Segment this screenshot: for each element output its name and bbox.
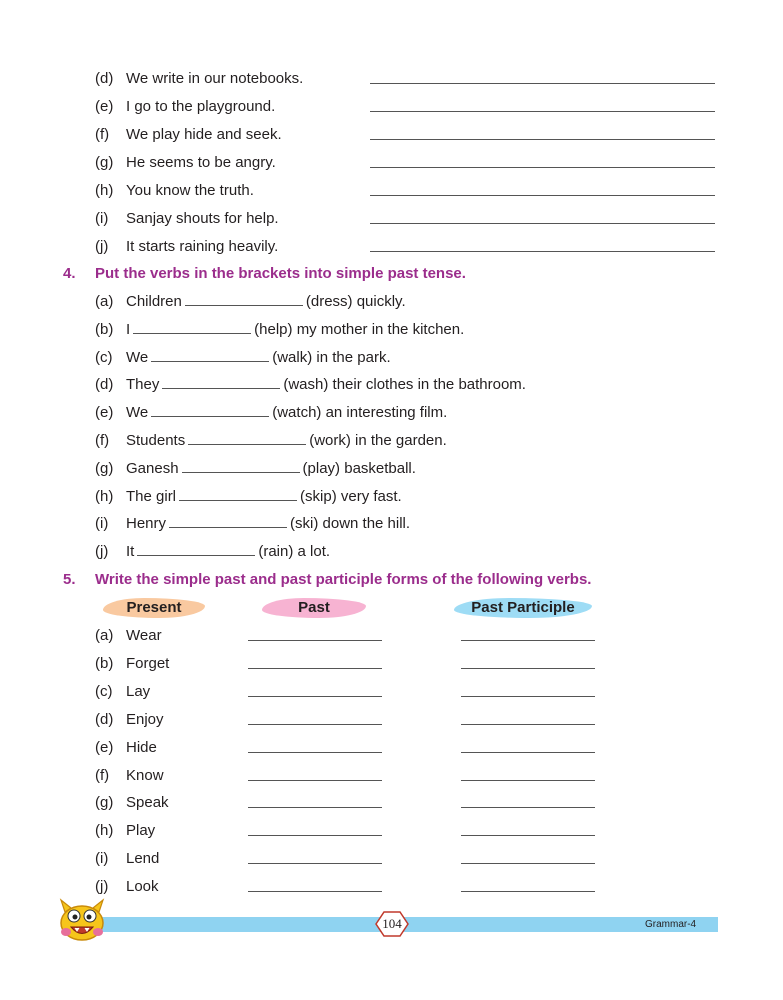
yellow-monster-icon xyxy=(57,896,107,942)
answer-line[interactable] xyxy=(370,195,715,196)
past-answer-line[interactable] xyxy=(248,807,382,808)
q4-title: Put the verbs in the brackets into simple past tense. xyxy=(95,265,466,282)
sentence-row xyxy=(0,152,783,174)
verb-present: Know xyxy=(126,766,164,784)
sentence-start: It xyxy=(126,543,135,561)
past-answer-line[interactable] xyxy=(248,752,382,753)
past-header: Past xyxy=(298,599,330,616)
item-label: (i) xyxy=(95,515,109,533)
sentence-text: We play hide and seek. xyxy=(126,126,282,143)
sentence-end: (rain) a lot. xyxy=(258,543,331,561)
item-label: (j) xyxy=(95,543,109,561)
sentence-row xyxy=(0,96,783,118)
past-answer-line[interactable] xyxy=(248,891,382,892)
sentence-end: (wash) their clothes in the bathroom. xyxy=(283,376,526,394)
item-label: (b) xyxy=(95,320,114,338)
sentence-text: I go to the playground. xyxy=(126,98,276,115)
sentence-text: We write in our notebooks. xyxy=(126,70,304,87)
verb-row xyxy=(0,737,783,759)
verb-present: Lay xyxy=(126,682,151,700)
verb-row xyxy=(0,625,783,647)
sentence-text xyxy=(126,430,447,452)
verb-present: Wear xyxy=(126,627,162,644)
verb-present: Enjoy xyxy=(126,710,164,728)
answer-blank[interactable] xyxy=(179,486,297,501)
verb-row xyxy=(0,820,783,842)
sentence-text: It starts raining heavily. xyxy=(126,238,279,255)
sentence-start: Children xyxy=(126,293,182,310)
sentence-text xyxy=(126,541,330,563)
sentence-text xyxy=(126,402,447,424)
verb-row xyxy=(0,681,783,703)
sentence-text xyxy=(126,347,391,369)
answer-line[interactable] xyxy=(370,223,715,224)
sentence-text xyxy=(126,319,464,341)
sentence-end: (skip) very fast. xyxy=(300,487,402,505)
verb-row xyxy=(0,653,783,675)
answer-blank[interactable] xyxy=(137,541,255,556)
fill-blank-row xyxy=(0,486,783,508)
sentence-text: You know the truth. xyxy=(126,182,254,199)
past-answer-line[interactable] xyxy=(248,835,382,836)
sentence-end: (dress) quickly. xyxy=(305,293,406,310)
verb-present: Hide xyxy=(126,738,157,756)
participle-answer-line[interactable] xyxy=(461,891,595,892)
sentence-row xyxy=(0,180,783,202)
item-label: (d) xyxy=(95,376,114,394)
item-label: (f) xyxy=(95,126,110,143)
fill-blank-row xyxy=(0,430,783,452)
participle-answer-line[interactable] xyxy=(461,640,595,641)
verb-row xyxy=(0,876,783,898)
sentence-start: We xyxy=(126,404,149,422)
verb-row xyxy=(0,848,783,870)
fill-blank-row xyxy=(0,402,783,424)
item-label: (h) xyxy=(95,487,114,505)
item-label: (f) xyxy=(95,766,110,784)
sentence-start: Students xyxy=(126,432,186,449)
sentence-end: (help) my mother in the kitchen. xyxy=(254,320,465,338)
fill-blank-row xyxy=(0,513,783,535)
fill-blank-row xyxy=(0,541,783,563)
answer-line[interactable] xyxy=(370,111,715,112)
item-label: (g) xyxy=(95,794,114,812)
sentence-text: He seems to be angry. xyxy=(126,154,276,171)
sentence-start: I xyxy=(126,320,131,338)
q4-number: 4. xyxy=(63,265,76,282)
sentence-start: The girl xyxy=(126,487,177,505)
answer-line[interactable] xyxy=(370,139,715,140)
answer-blank[interactable] xyxy=(151,347,269,362)
sentence-start: They xyxy=(126,376,160,394)
sentence-row xyxy=(0,208,783,230)
sentence-text xyxy=(126,486,402,508)
item-label: (a) xyxy=(95,627,114,644)
sentence-text xyxy=(126,513,410,535)
fill-blank-row xyxy=(0,374,783,396)
q5-title: Write the simple past and past participle forms of the following verbs. xyxy=(95,571,592,588)
item-label: (d) xyxy=(95,710,114,728)
sentence-text xyxy=(126,374,526,396)
item-label: (b) xyxy=(95,654,114,672)
past-answer-line[interactable] xyxy=(248,696,382,697)
present-header: Present xyxy=(126,599,182,616)
sentence-end: (ski) down the hill. xyxy=(290,515,411,533)
item-label: (g) xyxy=(95,154,114,171)
verb-present: Speak xyxy=(126,794,169,812)
answer-line[interactable] xyxy=(370,167,715,168)
fill-blank-row xyxy=(0,319,783,341)
participle-answer-line[interactable] xyxy=(461,835,595,836)
sentence-end: (play) basketball. xyxy=(302,459,416,477)
sentence-end: (walk) in the park. xyxy=(272,348,391,366)
answer-blank[interactable] xyxy=(151,402,269,417)
sentence-row xyxy=(0,236,783,258)
sentence-row xyxy=(0,124,783,146)
sentence-text xyxy=(126,291,406,313)
past-answer-line[interactable] xyxy=(248,668,382,669)
participle-answer-line[interactable] xyxy=(461,780,595,781)
item-label: (h) xyxy=(95,822,114,840)
item-label: (c) xyxy=(95,348,113,366)
answer-line[interactable] xyxy=(370,251,715,252)
q5-number: 5. xyxy=(63,571,76,588)
fill-blank-row xyxy=(0,458,783,480)
page-number: 104 xyxy=(382,916,402,931)
verb-present: Play xyxy=(126,822,156,840)
item-label: (a) xyxy=(95,293,114,310)
answer-blank[interactable] xyxy=(182,458,300,473)
sentence-start: Ganesh xyxy=(126,459,179,477)
fill-blank-row xyxy=(0,347,783,369)
answer-line[interactable] xyxy=(370,83,715,84)
participle-answer-line[interactable] xyxy=(461,724,595,725)
past-answer-line[interactable] xyxy=(248,780,382,781)
item-label: (j) xyxy=(95,238,109,255)
past-answer-line[interactable] xyxy=(248,724,382,725)
sentence-text xyxy=(126,458,416,480)
item-label: (i) xyxy=(95,210,109,227)
verb-row xyxy=(0,709,783,731)
sentence-start: Henry xyxy=(126,515,167,533)
item-label: (j) xyxy=(95,878,109,896)
verb-row xyxy=(0,765,783,787)
sentence-row xyxy=(0,68,783,90)
answer-blank[interactable] xyxy=(188,430,306,445)
verb-present: Forget xyxy=(126,654,170,672)
item-label: (h) xyxy=(95,182,114,199)
sentence-text: Sanjay shouts for help. xyxy=(126,210,279,227)
answer-blank[interactable] xyxy=(185,291,303,306)
book-title: Grammar-4 xyxy=(645,919,697,930)
fill-blank-row xyxy=(0,291,783,313)
item-label: (g) xyxy=(95,459,114,477)
participle-answer-line[interactable] xyxy=(461,863,595,864)
item-label: (e) xyxy=(95,98,114,115)
participle-answer-line[interactable] xyxy=(461,696,595,697)
answer-blank[interactable] xyxy=(162,374,280,389)
participle-answer-line[interactable] xyxy=(461,752,595,753)
sentence-start: We xyxy=(126,348,149,366)
answer-blank[interactable] xyxy=(133,319,251,334)
participle-answer-line[interactable] xyxy=(461,807,595,808)
verb-present: Look xyxy=(126,878,159,896)
sentence-end: (work) in the garden. xyxy=(309,432,447,449)
past-answer-line[interactable] xyxy=(248,863,382,864)
participle-answer-line[interactable] xyxy=(461,668,595,669)
verb-present: Lend xyxy=(126,850,160,868)
sentence-end: (watch) an interesting film. xyxy=(272,404,448,422)
item-label: (f) xyxy=(95,432,110,449)
participle-header: Past Participle xyxy=(471,599,575,616)
answer-blank[interactable] xyxy=(169,513,287,528)
item-label: (i) xyxy=(95,850,109,868)
item-label: (c) xyxy=(95,682,113,700)
item-label: (d) xyxy=(95,70,114,87)
past-answer-line[interactable] xyxy=(248,640,382,641)
item-label: (e) xyxy=(95,404,114,422)
item-label: (e) xyxy=(95,738,114,756)
verb-row xyxy=(0,792,783,814)
